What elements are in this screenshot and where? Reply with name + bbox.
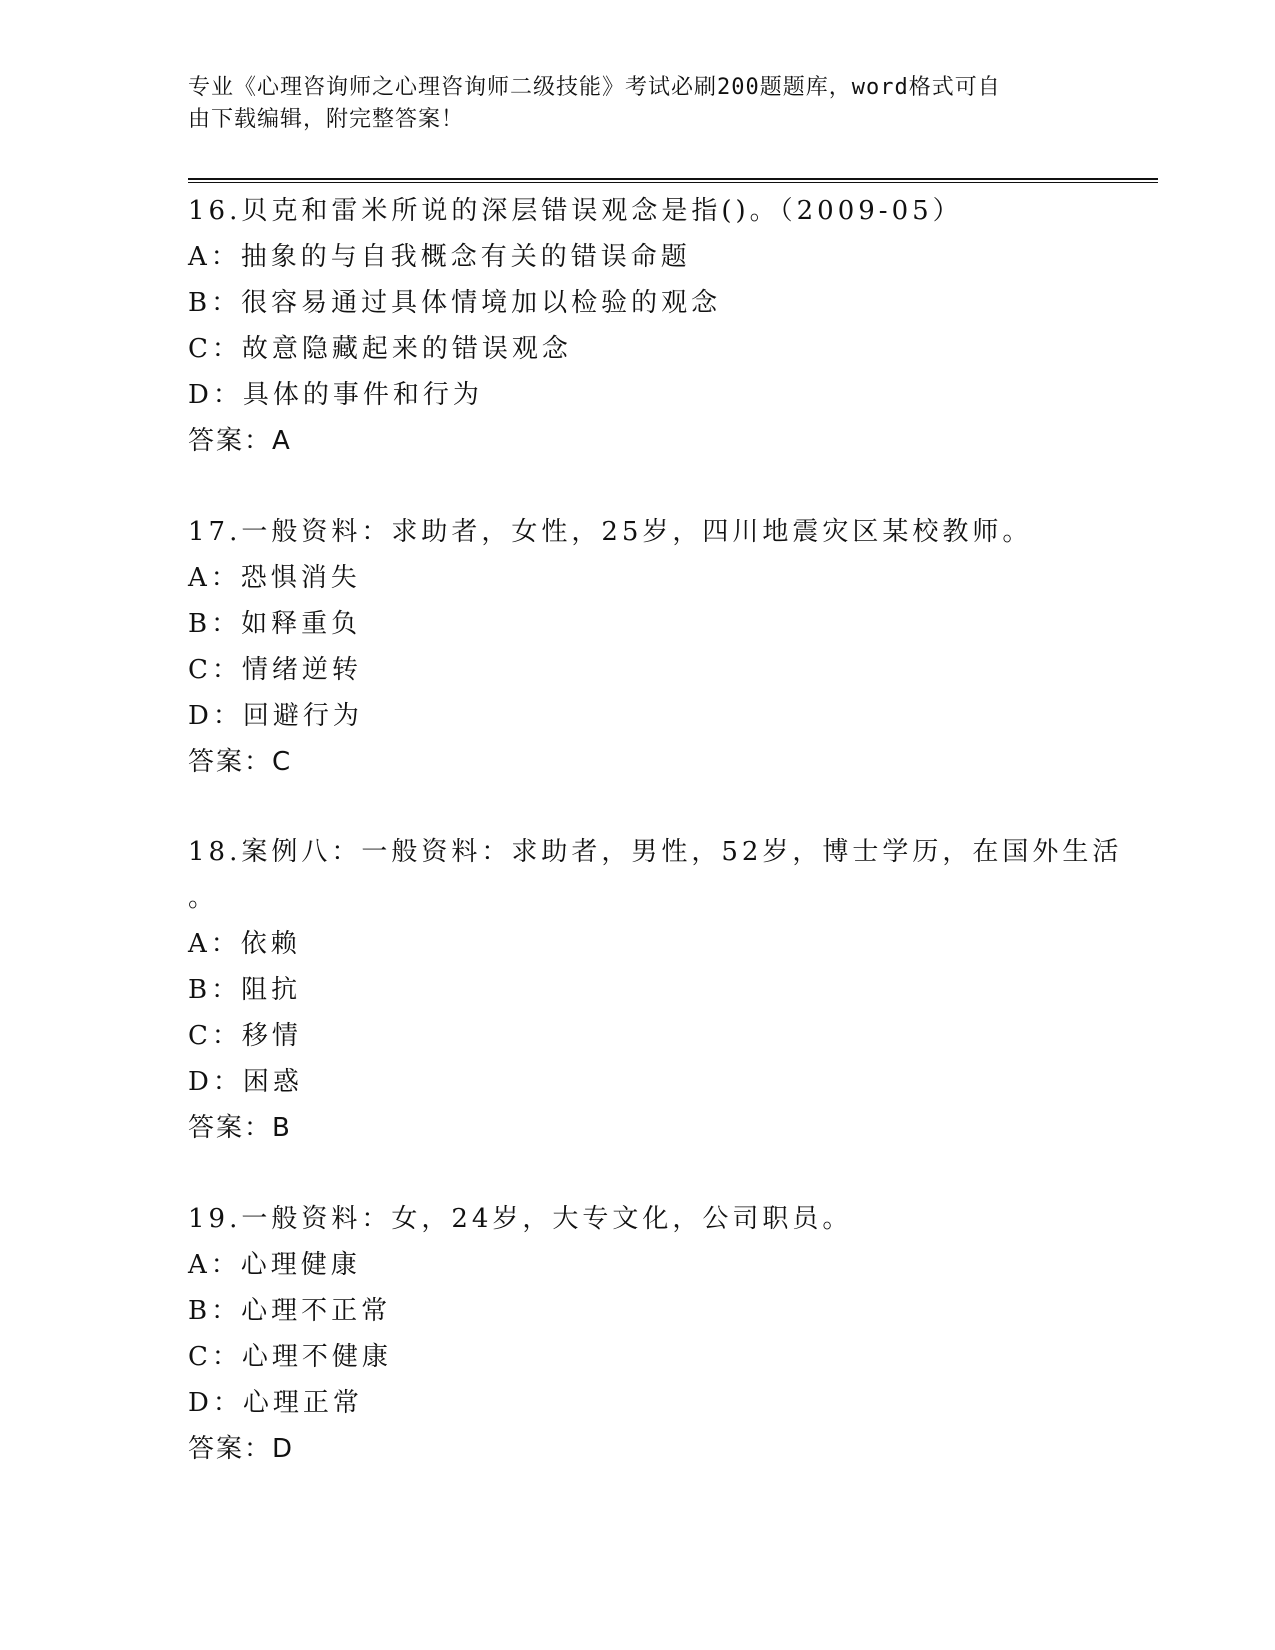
option-a: A：抽象的与自我概念有关的错误命题 <box>188 242 691 272</box>
question-18 <box>188 829 1123 1151</box>
option-c: C：心理不健康 <box>188 1342 392 1372</box>
answer-line: 答案：B <box>188 1113 292 1143</box>
option-c: C：情绪逆转 <box>188 655 362 685</box>
option-b: B：阻抗 <box>188 975 302 1005</box>
header-divider-thick <box>188 178 1158 180</box>
question-stem-continuation: 。 <box>188 883 219 913</box>
question-17 <box>188 509 1088 785</box>
option-a: A：恐惧消失 <box>188 563 361 593</box>
question-16 <box>188 188 1088 464</box>
option-b: B：心理不正常 <box>188 1296 392 1326</box>
document-header <box>188 72 1068 136</box>
option-b: B：如释重负 <box>188 609 362 639</box>
option-d: D：困惑 <box>188 1067 303 1097</box>
option-d: D：回避行为 <box>188 701 363 731</box>
header-divider-thin <box>188 182 1158 183</box>
answer-line: 答案：C <box>188 747 293 777</box>
answer-line: 答案：D <box>188 1434 295 1464</box>
option-d: D：心理正常 <box>188 1388 363 1418</box>
option-a: A：心理健康 <box>188 1250 361 1280</box>
question-stem: 16.贝克和雷米所说的深层错误观念是指()。（2009-05） <box>188 196 963 226</box>
question-stem: 18.案例八：一般资料：求助者，男性，52岁，博士学历，在国外生活 <box>188 837 1123 867</box>
option-c: C：故意隐藏起来的错误观念 <box>188 334 572 364</box>
option-b: B：很容易通过具体情境加以检验的观念 <box>188 288 722 318</box>
answer-line: 答案：A <box>188 426 292 456</box>
question-stem: 17.一般资料：求助者，女性，25岁，四川地震灾区某校教师。 <box>188 517 1033 547</box>
question-stem: 19.一般资料：女，24岁，大专文化，公司职员。 <box>188 1204 853 1234</box>
question-19 <box>188 1196 1088 1472</box>
header-line-1: 专业《心理咨询师之心理咨询师二级技能》考试必刷200题题库，word格式可自 <box>188 75 1001 100</box>
option-a: A：依赖 <box>188 929 301 959</box>
header-line-2: 由下载编辑，附完整答案！ <box>188 107 465 132</box>
option-c: C：移情 <box>188 1021 302 1051</box>
option-d: D：具体的事件和行为 <box>188 380 483 410</box>
